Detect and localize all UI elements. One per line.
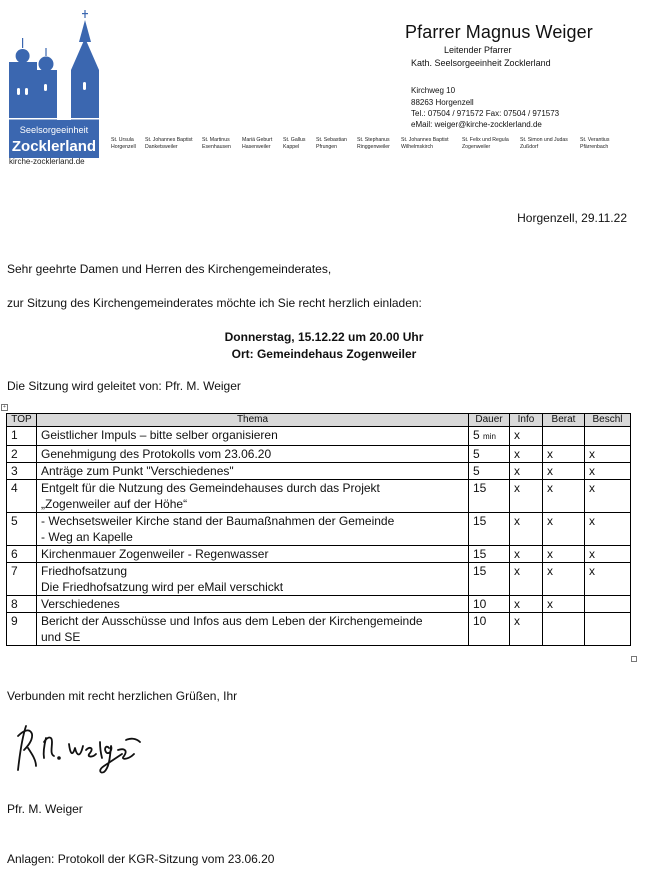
table-row — [7, 613, 631, 646]
attachments: Anlagen: Protokoll der KGR-Sitzung vom 23.06.20 — [7, 852, 275, 866]
duration-value: 15 — [473, 514, 487, 528]
cell-thema — [37, 427, 469, 446]
cell-beschl: x — [585, 446, 631, 463]
cell-top: 5 — [7, 513, 37, 546]
table-row — [7, 513, 631, 546]
cell-dauer — [469, 446, 510, 463]
cell-thema — [37, 446, 469, 463]
cell-thema — [37, 480, 469, 513]
cell-beschl: x — [585, 546, 631, 563]
table-row — [7, 546, 631, 563]
table-header-row — [7, 414, 631, 427]
thema-line: Verschiedenes — [41, 597, 120, 611]
cell-dauer — [469, 546, 510, 563]
address-city: 88263 Horgenzell — [411, 98, 474, 107]
cell-dauer — [469, 463, 510, 480]
thema-line: Friedhofsatzung — [41, 564, 128, 578]
parish-item: St. Simon und Judas Zußdorf — [520, 137, 568, 150]
handwritten-signature — [14, 720, 146, 778]
invitation-text: zur Sitzung des Kirchengemeinderates möchte ich Sie recht herzlich einladen: — [7, 296, 422, 310]
agenda-table — [6, 413, 631, 646]
address-street: Kirchweg 10 — [411, 86, 456, 95]
cell-thema — [37, 546, 469, 563]
cell-dauer — [469, 513, 510, 546]
thema-line: Geistlicher Impuls – bitte selber organisieren — [41, 428, 278, 442]
cell-info: x — [510, 463, 543, 480]
duration-value: 5 — [473, 428, 480, 442]
parish-item: St. Gallus Kappel — [283, 137, 306, 150]
duration-value: 15 — [473, 547, 487, 561]
cell-top: 4 — [7, 480, 37, 513]
col-header-dauer: Dauer — [469, 414, 510, 427]
cell-top: 7 — [7, 563, 37, 596]
cell-beschl — [585, 427, 631, 446]
cell-info: x — [510, 513, 543, 546]
cell-top: 6 — [7, 546, 37, 563]
cell-dauer — [469, 480, 510, 513]
thema-line: und SE — [41, 630, 81, 644]
cell-dauer — [469, 563, 510, 596]
cell-beschl: x — [585, 463, 631, 480]
cell-beschl: x — [585, 513, 631, 546]
cell-info: x — [510, 613, 543, 646]
duration-unit: min — [483, 432, 496, 441]
duration-value: 10 — [473, 597, 487, 611]
cell-info: x — [510, 480, 543, 513]
website-url[interactable]: kirche-zocklerland.de — [9, 157, 85, 166]
logo-line1: Seelsorgeeinheit — [19, 125, 89, 135]
cell-thema — [37, 596, 469, 613]
col-header-beschl: Beschl — [585, 414, 631, 427]
thema-line: Anträge zum Punkt "Verschiedenes" — [41, 464, 234, 478]
sender-role: Leitender Pfarrer — [444, 45, 512, 55]
col-header-top: TOP — [7, 414, 37, 427]
cell-dauer — [469, 596, 510, 613]
duration-value: 10 — [473, 614, 487, 628]
cell-info: x — [510, 446, 543, 463]
cell-info: x — [510, 596, 543, 613]
cell-dauer — [469, 613, 510, 646]
parish-item: St. Sebastian Pfrungen — [316, 137, 347, 150]
resize-handle-icon[interactable] — [631, 656, 637, 662]
parish-item: St. Verantius Pfärrenbach — [580, 137, 610, 150]
duration-value: 15 — [473, 481, 487, 495]
cell-top: 9 — [7, 613, 37, 646]
closing-text: Verbunden mit recht herzlichen Grüßen, Ihr — [7, 689, 238, 703]
parish-item: St. Johannes Baptist Wilhelmskirch — [401, 137, 449, 150]
cell-berat — [543, 613, 585, 646]
letter-date: Horgenzell, 29.11.22 — [517, 211, 627, 225]
cell-thema — [37, 613, 469, 646]
signer-name: Pfr. M. Weiger — [7, 802, 83, 816]
cell-beschl — [585, 596, 631, 613]
salutation: Sehr geehrte Damen und Herren des Kirchengemeinderates, — [7, 262, 332, 276]
meeting-leader: Die Sitzung wird geleitet von: Pfr. M. Weiger — [7, 379, 241, 393]
move-handle-icon[interactable]: + — [1, 404, 8, 411]
cell-thema — [37, 463, 469, 480]
parish-item: St. Martinus Esenhausen — [202, 137, 231, 150]
cell-thema — [37, 563, 469, 596]
cell-beschl — [585, 613, 631, 646]
duration-value: 5 — [473, 464, 480, 478]
cell-berat: x — [543, 480, 585, 513]
parish-item: St. Ursula Horgenzell — [111, 137, 136, 150]
parish-logo — [8, 10, 100, 160]
duration-value: 5 — [473, 447, 480, 461]
col-header-berat: Berat — [543, 414, 585, 427]
cell-top: 2 — [7, 446, 37, 463]
parish-item: Mariä Geburt Hasenweiler — [242, 137, 273, 150]
church-towers-icon — [8, 10, 100, 160]
cell-berat: x — [543, 563, 585, 596]
table-row — [7, 480, 631, 513]
cell-top: 3 — [7, 463, 37, 480]
logo-line2: Zocklerland — [11, 138, 97, 155]
table-row — [7, 596, 631, 613]
parish-item: St. Felix und Regula Zogenweiler — [462, 137, 509, 150]
thema-line: „Zogenweiler auf der Höhe“ — [41, 497, 188, 511]
cell-top: 8 — [7, 596, 37, 613]
cell-info: x — [510, 563, 543, 596]
cell-dauer — [469, 427, 510, 446]
parish-list — [111, 137, 641, 157]
thema-line: Entgelt für die Nutzung des Gemeindehauses durch das Projekt — [41, 481, 380, 495]
cell-thema — [37, 513, 469, 546]
cell-berat: x — [543, 596, 585, 613]
address-phone: Tel.: 07504 / 971572 Fax: 07504 / 971573 — [411, 109, 560, 118]
col-header-thema: Thema — [37, 414, 469, 427]
table-row — [7, 463, 631, 480]
cell-info: x — [510, 427, 543, 446]
cell-top: 1 — [7, 427, 37, 446]
table-row — [7, 563, 631, 596]
thema-line: - Weg an Kapelle — [41, 530, 133, 544]
thema-line: - Wechsetsweiler Kirche stand der Baumaßnahmen der Gemeinde — [41, 514, 395, 528]
cell-berat: x — [543, 446, 585, 463]
cell-berat: x — [543, 546, 585, 563]
meeting-date: Donnerstag, 15.12.22 um 20.00 Uhr — [224, 330, 424, 344]
cell-berat — [543, 427, 585, 446]
col-header-info: Info — [510, 414, 543, 427]
thema-line: Kirchenmauer Zogenweiler - Regenwasser — [41, 547, 269, 561]
duration-value: 15 — [473, 564, 487, 578]
cell-beschl: x — [585, 563, 631, 596]
thema-line: Die Friedhofsatzung wird per eMail verschickt — [41, 580, 284, 594]
cell-beschl: x — [585, 480, 631, 513]
thema-line: Bericht der Ausschüsse und Infos aus dem Leben der Kirchengemeinde — [41, 614, 423, 628]
table-row — [7, 446, 631, 463]
address-email[interactable]: eMail: weiger@kirche-zocklerland.de — [411, 120, 542, 129]
parish-item: St. Stephanus Ringgenweiler — [357, 137, 390, 150]
cell-info: x — [510, 546, 543, 563]
parish-item: St. Johannes Baptist Danketsweiler — [145, 137, 193, 150]
cell-berat: x — [543, 513, 585, 546]
cell-berat: x — [543, 463, 585, 480]
sender-name: Pfarrer Magnus Weiger — [405, 22, 593, 42]
thema-line: Genehmigung des Protokolls vom 23.06.20 — [41, 447, 272, 461]
sender-unit: Kath. Seelsorgeeinheit Zocklerland — [411, 58, 551, 68]
table-row — [7, 427, 631, 446]
meeting-place: Ort: Gemeindehaus Zogenweiler — [231, 347, 417, 361]
